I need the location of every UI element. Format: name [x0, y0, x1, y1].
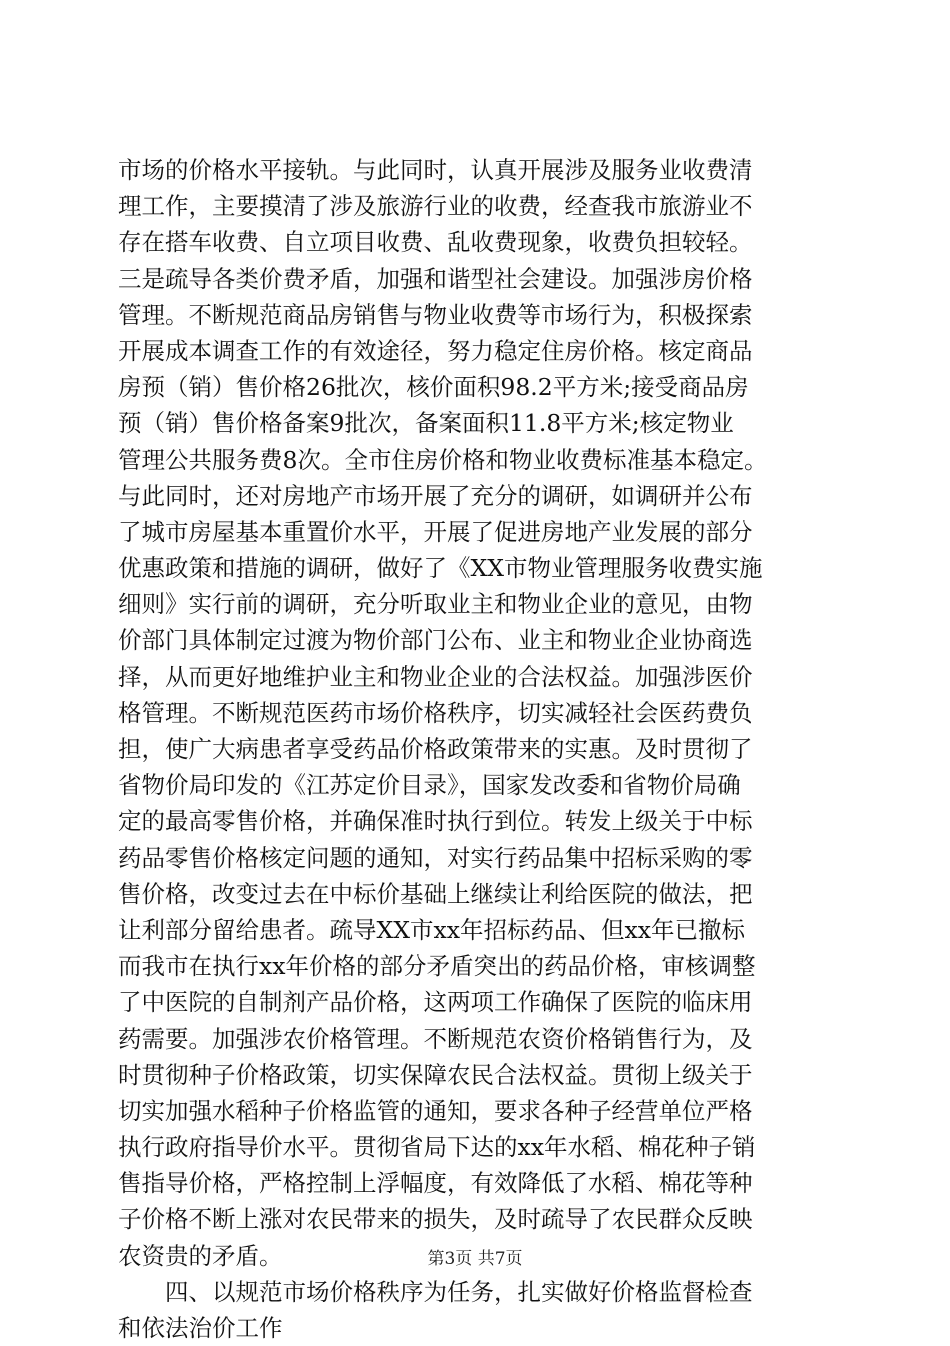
text-line: 开展成本调查工作的有效途径，努力稳定住房价格。核定商品 [118, 336, 753, 365]
text-line: 售指导价格，严格控制上浮幅度，有效降低了水稻、棉花等种 [118, 1169, 753, 1198]
text-line: 药需要。加强涉农价格管理。不断规范农资价格销售行为，及 [118, 1024, 753, 1053]
text-line: 定的最高零售价格，并确保准时执行到位。转发上级关于中标 [118, 807, 753, 836]
text-line: 房预（销）售价格26批次，核价面积98.2平方米;接受商品房 [118, 373, 749, 402]
text-line: 市场的价格水平接轨。与此同时，认真开展涉及服务业收费清 [118, 156, 753, 184]
text-line: 细则》实行前的调研，充分听取业主和物业企业的意见，由物 [118, 590, 753, 619]
text-line: 管理公共服务费8次。全市住房价格和物业收费标准基本稳定。 [118, 445, 768, 474]
text-line: 了城市房屋基本重置价水平，开展了促进房地产业发展的部分 [118, 517, 753, 546]
text-line: 优惠政策和措施的调研，做好了《XX市物业管理服务收费实施 [118, 554, 763, 583]
text-line: 理工作，主要摸清了涉及旅游行业的收费，经查我市旅游业不 [118, 192, 753, 221]
text-line: 预（销）售价格备案9批次，备案面积11.8平方米;核定物业 [118, 409, 734, 438]
text-line: 格管理。不断规范医药市场价格秩序，切实减轻社会医药费负 [118, 698, 753, 727]
page-footer [0, 1247, 950, 1271]
section-heading-line: 和依法治价工作 [118, 1314, 283, 1342]
text-line: 执行政府指导价水平。贯彻省局下达的xx年水稻、棉花种子销 [118, 1133, 756, 1162]
text-line: 了中医院的自制剂产品价格，这两项工作确保了医院的临床用 [118, 988, 753, 1017]
text-line: 省物价局印发的《江苏定价目录》，国家发改委和省物价局确 [118, 771, 741, 800]
page-number: 第3页 共7页 [427, 1249, 523, 1269]
body-text [118, 152, 858, 1346]
text-line: 价部门具体制定过渡为物价部门公布、业主和物业企业协商选 [118, 626, 753, 655]
text-line: 而我市在执行xx年价格的部分矛盾突出的药品价格，审核调整 [118, 952, 756, 981]
section-heading-line: 四、以规范市场价格秩序为任务，扎实做好价格监督检查 [165, 1277, 753, 1306]
text-line: 农资贵的矛盾。 [118, 1241, 283, 1270]
text-line: 管理。不断规范商品房销售与物业收费等市场行为，积极探索 [118, 300, 753, 329]
text-line: 三是疏导各类价费矛盾，加强和谐型社会建设。加强涉房价格 [118, 264, 753, 293]
text-line: 时贯彻种子价格政策，切实保障农民合法权益。贯彻上级关于 [118, 1060, 753, 1089]
text-line: 择，从而更好地维护业主和物业企业的合法权益。加强涉医价 [118, 662, 753, 691]
text-line: 存在搭车收费、自立项目收费、乱收费现象，收费负担较轻。 [118, 228, 753, 257]
text-line: 担，使广大病患者享受药品价格政策带来的实惠。及时贯彻了 [118, 735, 753, 763]
text-line: 让利部分留给患者。疏导XX市xx年招标药品、但xx年已撤标 [118, 915, 745, 944]
text-line: 药品零售价格核定问题的通知，对实行药品集中招标采购的零 [118, 843, 753, 872]
text-line: 售价格，改变过去在中标价基础上继续让利给医院的做法，把 [118, 879, 753, 908]
text-line: 切实加强水稻种子价格监管的通知，要求各种子经营单位严格 [118, 1096, 753, 1125]
text-line: 子价格不断上涨对农民带来的损失，及时疏导了农民群众反映 [118, 1205, 753, 1234]
text-line: 与此同时，还对房地产市场开展了充分的调研，如调研并公布 [118, 481, 753, 510]
